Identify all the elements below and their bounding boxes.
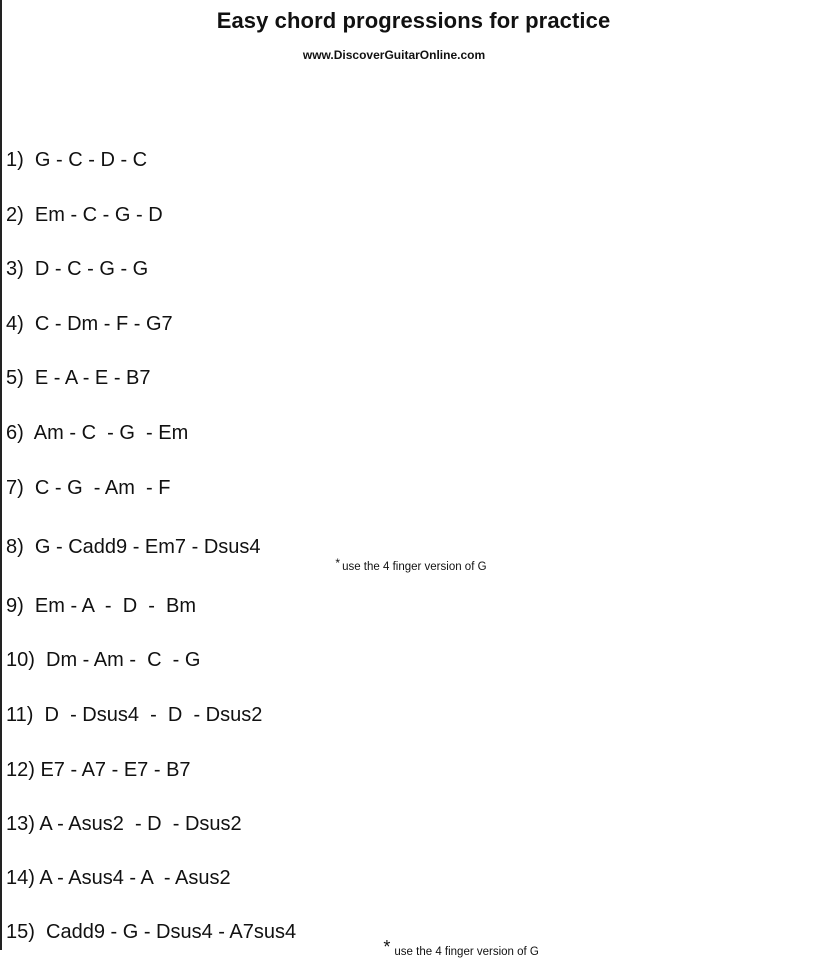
- website-url: www.DiscoverGuitarOnline.com: [302, 48, 486, 62]
- progression-14: 14) A - Asus4 - A - Asus2: [6, 867, 231, 889]
- progression-11: 11) D - Dsus4 - D - Dsus2: [6, 704, 263, 726]
- progression-15: 15) Cadd9 - G - Dsus4 - A7sus4: [6, 921, 297, 943]
- progression-8: 8) G - Cadd9 - Em7 - Dsus4: [6, 536, 261, 558]
- progression-10: 10) Dm - Am - C - G: [6, 649, 201, 671]
- footnote-asterisk: *: [383, 937, 391, 957]
- page-title: Easy chord progressions for practice: [216, 8, 611, 33]
- left-border-line: [0, 0, 2, 950]
- progression-9: 9) Em - A - D - Bm: [6, 595, 197, 617]
- note-progression-15: [377, 926, 539, 959]
- note-text: use the 4 finger version of G: [342, 561, 487, 573]
- progression-3: 3) D - C - G - G: [6, 258, 149, 280]
- progression-7: 7) C - G - Am - F: [6, 477, 171, 499]
- footnote-asterisk: *: [335, 556, 341, 570]
- note-progression-8: [329, 542, 487, 574]
- progression-2: 2) Em - C - G - D: [6, 204, 163, 226]
- progression-13: 13) A - Asus2 - D - Dsus2: [6, 813, 242, 835]
- progression-1: 1) G - C - D - C: [6, 149, 148, 171]
- progression-6: 6) Am - C - G - Em: [6, 422, 189, 444]
- progression-5: 5) E - A - E - B7: [6, 367, 151, 389]
- progression-4: 4) C - Dm - F - G7: [6, 313, 173, 335]
- note-text: use the 4 finger version of G: [394, 946, 539, 958]
- progression-12: 12) E7 - A7 - E7 - B7: [6, 759, 191, 781]
